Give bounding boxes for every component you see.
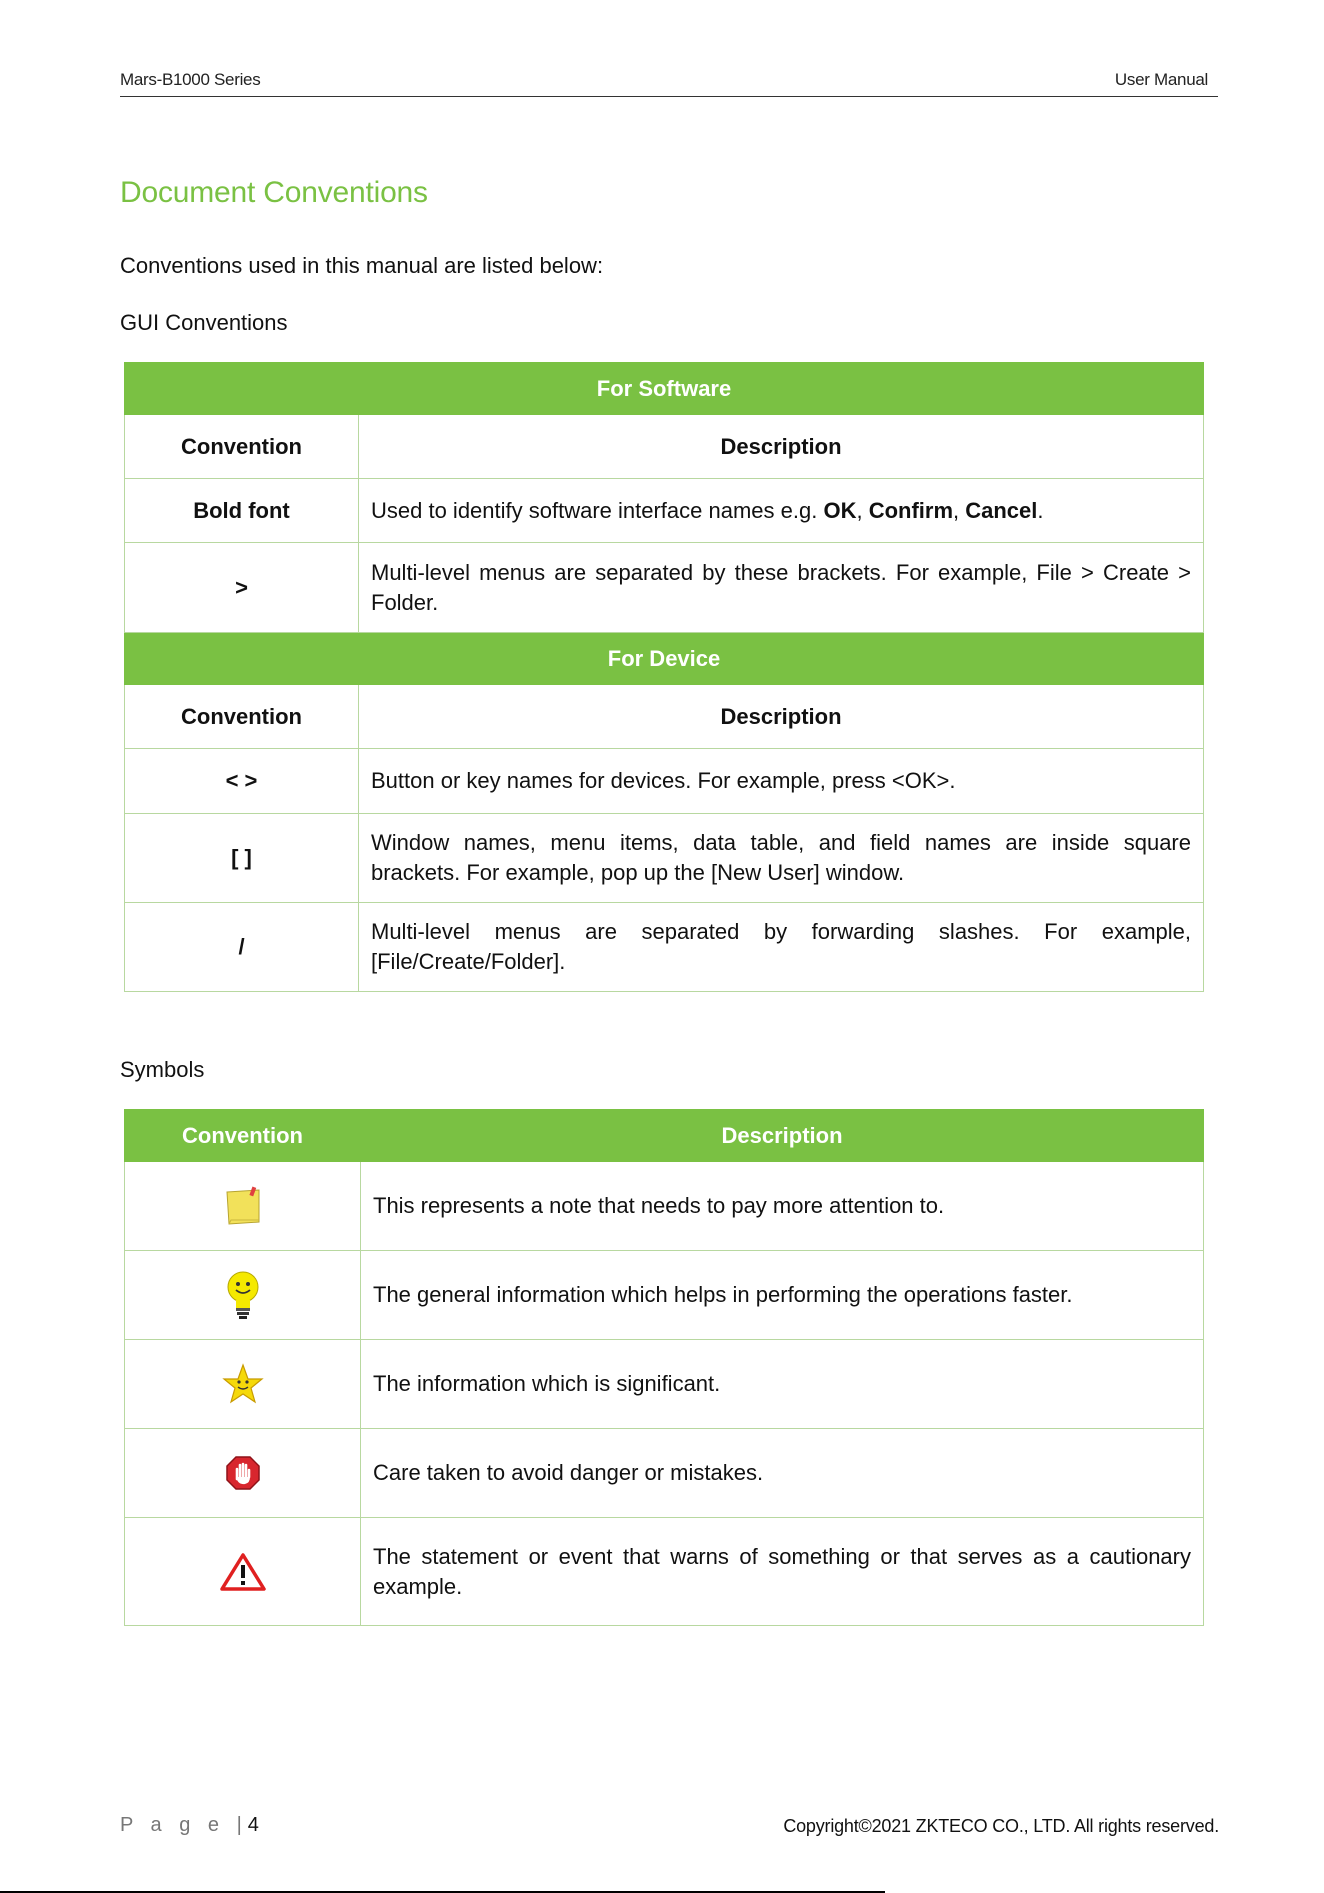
icon-cell: [125, 1429, 361, 1518]
description-cell: Multi-level menus are separated by forwarding slashes. For example, [File/Create/Folder].: [359, 903, 1204, 992]
col-convention: Convention: [125, 1110, 361, 1162]
desc-suffix: .: [1037, 497, 1044, 523]
software-band-label: For Software: [125, 363, 1204, 415]
description-cell: Care taken to avoid danger or mistakes.: [361, 1429, 1204, 1518]
table-header-row: [125, 685, 1204, 749]
software-band: [125, 363, 1204, 415]
star-icon: [222, 1363, 264, 1405]
table-row: [125, 749, 1204, 814]
table-row: [125, 1251, 1204, 1340]
table-row: [125, 1518, 1204, 1626]
description-cell: This represents a note that needs to pay more attention to.: [361, 1162, 1204, 1251]
page-header: [120, 70, 1218, 97]
icon-cell: [125, 1162, 361, 1251]
page-label: P a g e: [120, 1814, 226, 1836]
copyright: Copyright©2021 ZKTECO CO., LTD. All rights reserved.: [783, 1816, 1219, 1836]
table-header-row: [125, 415, 1204, 479]
bold-confirm: Confirm: [868, 497, 954, 523]
separator: ,: [856, 497, 869, 523]
header-product: Mars-B1000 Series: [120, 70, 261, 89]
convention-cell: [ ]: [125, 814, 359, 903]
icon-cell: [125, 1518, 361, 1626]
description-cell: The information which is significant.: [361, 1340, 1204, 1429]
description-cell: The statement or event that warns of something or that serves as a cautionary example.: [361, 1518, 1204, 1626]
convention-cell: >: [125, 543, 359, 633]
icon-cell: [125, 1251, 361, 1340]
symbols-heading: Symbols: [120, 1057, 205, 1082]
device-band-label: For Device: [125, 633, 1204, 685]
description-cell: The general information which helps in performing the operations faster.: [361, 1251, 1204, 1340]
icon-cell: [125, 1340, 361, 1429]
gui-conventions-table: [124, 362, 1204, 992]
col-description: Description: [361, 1110, 1204, 1162]
description-cell: [359, 479, 1204, 543]
convention-cell: /: [125, 903, 359, 992]
table-row: [125, 814, 1204, 903]
separator: ,: [953, 497, 966, 523]
stop-hand-icon: [225, 1455, 261, 1491]
col-description: Description: [359, 685, 1204, 749]
bold-ok: OK: [823, 497, 857, 523]
page-number: 4: [247, 1814, 259, 1836]
header-doc-type: User Manual: [1114, 70, 1208, 89]
symbols-table: [124, 1109, 1204, 1626]
description-cell: Window names, menu items, data table, and field names are inside square brackets. For example, pop up the [New User] window.: [359, 814, 1204, 903]
page-footer-number: P a g e |4: [120, 1814, 259, 1836]
bold-cancel: Cancel: [965, 497, 1038, 523]
gui-heading: GUI Conventions: [120, 310, 288, 335]
col-convention: Convention: [125, 415, 359, 479]
desc-text: Used to identify software interface names e.g.: [371, 497, 824, 523]
page-title: Document Conventions: [120, 176, 428, 209]
symbols-header-row: [125, 1110, 1204, 1162]
table-row: [125, 1162, 1204, 1251]
col-convention: Convention: [125, 685, 359, 749]
table-row: [125, 903, 1204, 992]
intro-text: Conventions used in this manual are listed below:: [120, 253, 604, 278]
note-icon: [221, 1184, 265, 1228]
lightbulb-icon: [223, 1269, 263, 1321]
table-row: [125, 543, 1204, 633]
description-cell: Button or key names for devices. For example, press <OK>.: [359, 749, 1204, 814]
table-row: [125, 1340, 1204, 1429]
warning-icon: [220, 1552, 266, 1592]
table-row: [125, 479, 1204, 543]
convention-cell: Bold font: [125, 479, 359, 543]
col-description: Description: [359, 415, 1204, 479]
convention-cell: < >: [125, 749, 359, 814]
description-cell: Multi-level menus are separated by these brackets. For example, File > Create > Folder.: [359, 543, 1204, 633]
table-row: [125, 1429, 1204, 1518]
device-band: [125, 633, 1204, 685]
